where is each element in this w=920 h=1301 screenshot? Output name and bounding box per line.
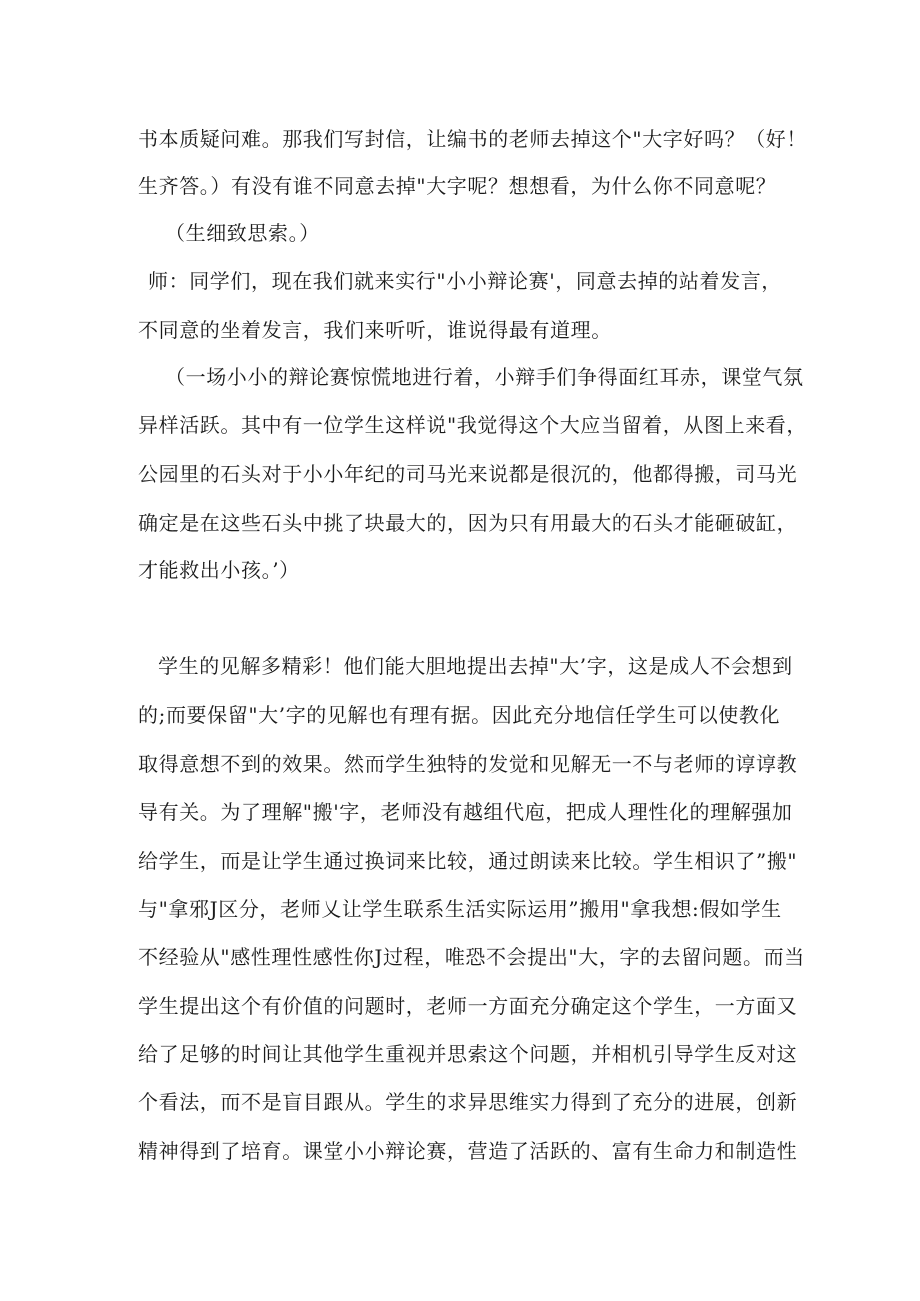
text-line: 的;而要保留"大’字的见解也有理有据。因此充分地信任学生可以使教化 [138, 703, 781, 727]
text-line: 与"拿邪J区分，老师乂让学生联系生活实际运用”搬用"拿我想:假如学生 [138, 897, 782, 921]
text-line: 给了足够的时间让其他学生重视并思索这个问题，并相机引导学生反对这 [138, 1042, 798, 1066]
text-line: 不经验从"感性理性感性你J过程，唯恐不会提出"大，字的去留问题。而当 [138, 945, 805, 969]
text-line: 学生的见解多精彩！他们能大胆地提出去掉"大’字，这是成人不会想到 [158, 654, 793, 678]
text-line: 异样活跃。其中有一位学生这样说"我觉得这个大应当留着，从图上来看， [138, 413, 807, 437]
text-line: 公园里的石头对于小小年纪的司马光来说都是很沉的，他都得搬，司马光 [138, 462, 798, 486]
text-line: 确定是在这些石头中挑了块最大的，因为只有用最大的石头才能砸破缸， [138, 511, 798, 535]
text-line: 不同意的坐着发言，我们来听听，谁说得最有道理。 [138, 318, 612, 342]
text-line: 师：同学们，现在我们就来实行"小小辩论赛'，同意去掉的站着发言， [148, 269, 782, 293]
text-line: 学生提出这个有价值的问题时，老师一方面充分确定这个学生，一方面又 [138, 994, 798, 1018]
text-line: 书本质疑问难。那我们写封信，让编书的老师去掉这个"大字好吗？（好！ [138, 127, 807, 151]
text-line: （一场小小的辩论赛惊慌地进行着，小辩手们争得面红耳赤，课堂气氛 [165, 365, 804, 389]
text-line: （生细致思索。） [165, 221, 320, 245]
text-line: 才能救出小孩。’） [138, 558, 300, 582]
text-line: 导有关。为了理解"搬'字，老师没有越组代庖，把成人理性化的理解强加 [138, 800, 793, 824]
text-line: 给学生，而是让学生通过换词来比较，通过朗读来比较。学生相识了”搬" [138, 849, 798, 873]
text-line: 生齐答。）有没有谁不同意去掉"大字呢？想想看，为什么你不同意呢？ [138, 174, 777, 198]
text-line: 个看法，而不是盲目跟从。学生的求异思维实力得到了充分的进展，创新 [138, 1090, 798, 1114]
text-line: 取得意想不到的效果。然而学生独特的发觉和见解无一不与老师的谆谆教 [138, 752, 798, 776]
text-line: 精神得到了培育。课堂小小辩论赛，营造了活跃的、富有生命力和制造性 [138, 1139, 798, 1163]
